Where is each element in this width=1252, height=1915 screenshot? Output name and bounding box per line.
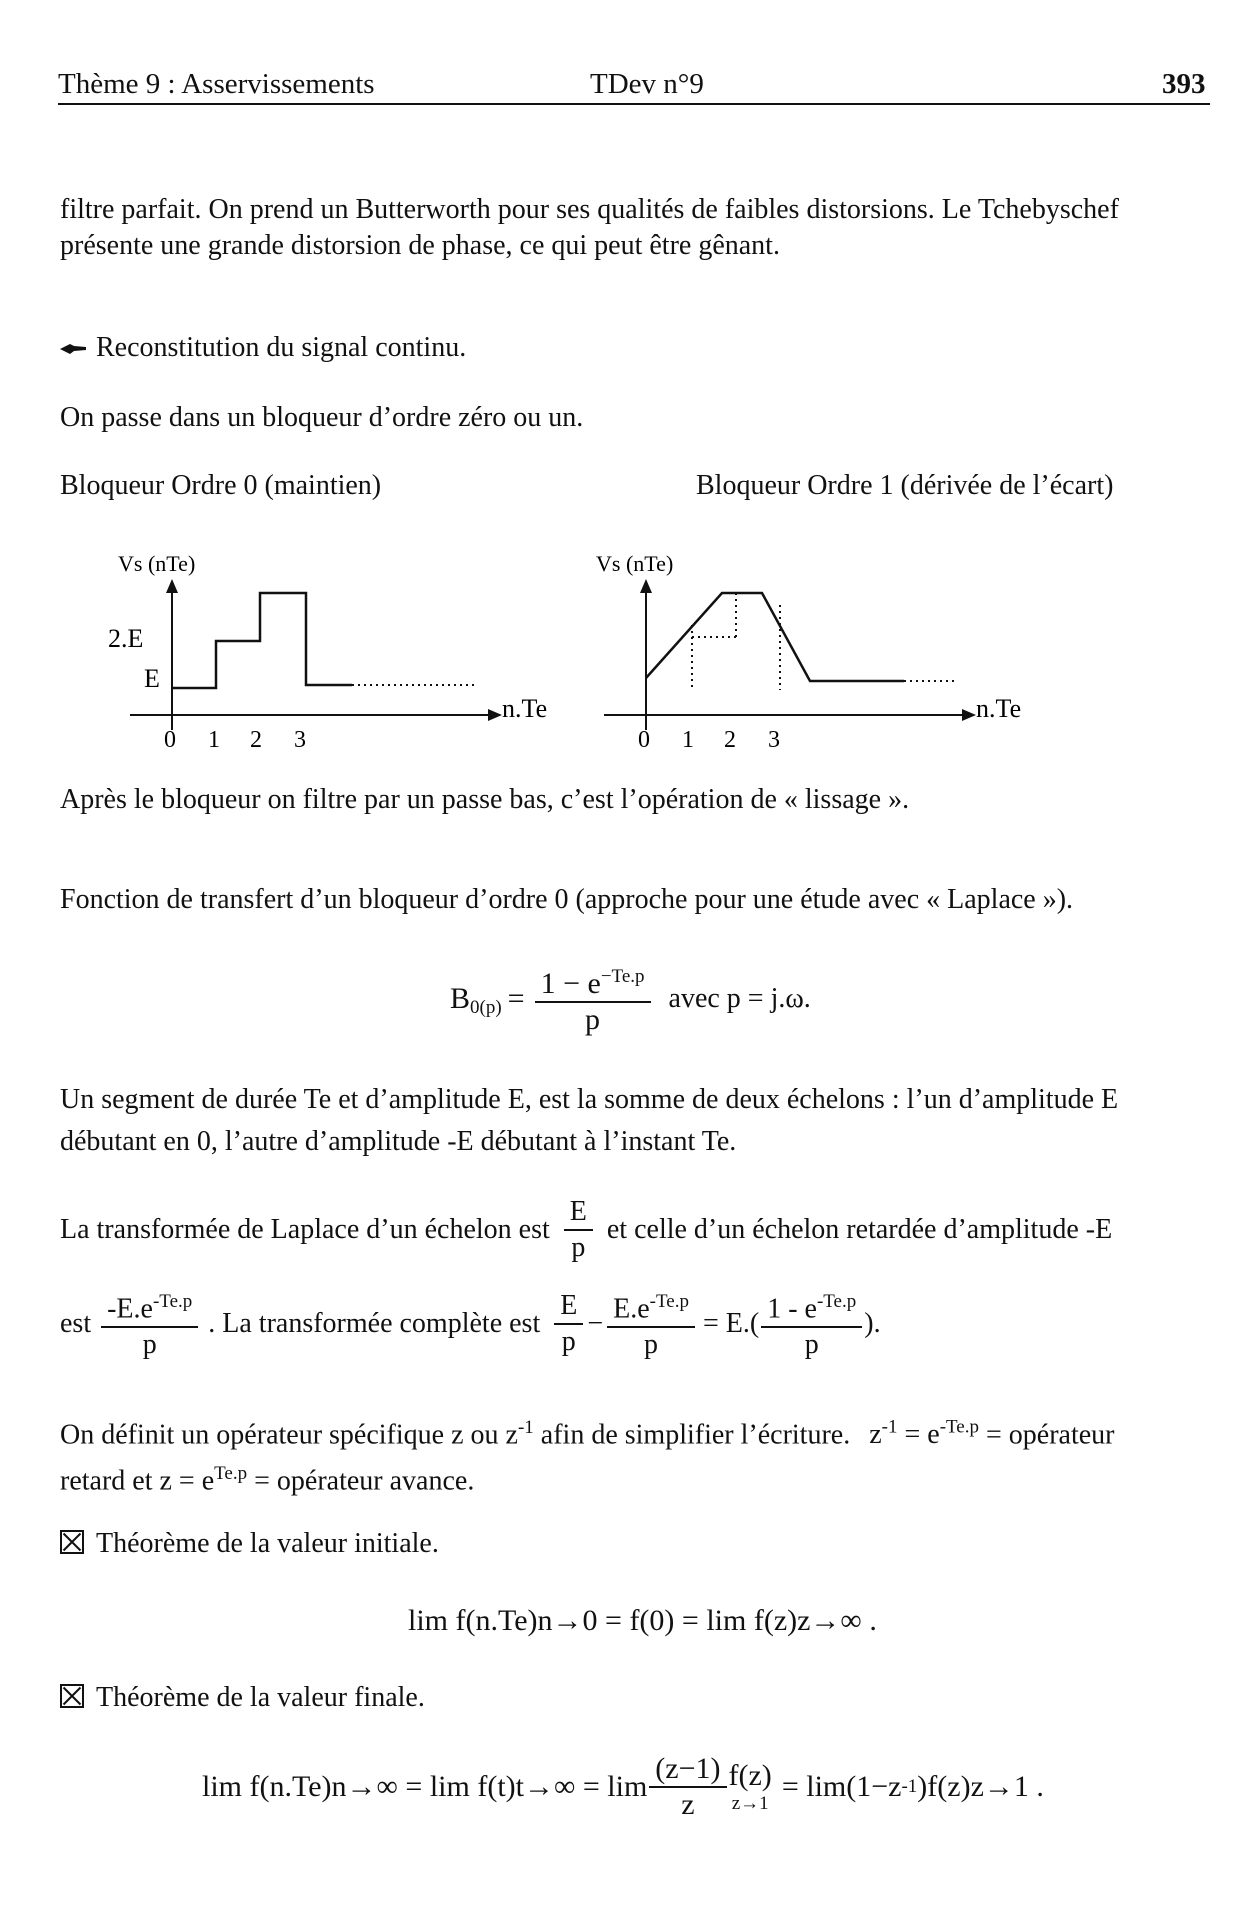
x-tick-1: 1 [682, 727, 694, 753]
x-tick-3: 3 [768, 727, 780, 753]
foh-diagram [584, 545, 1054, 755]
header-center: TDev n°9 [590, 68, 704, 100]
x-tick-2: 2 [250, 727, 262, 753]
operator-line-2: retard et $z = e^{Te.p}$ = opérateur avance. [60, 1463, 475, 1497]
frac-delayed-step: $\frac{-E.e^{-Te.p}}{p}$ [101, 1285, 198, 1362]
x-tick-0: 0 [638, 727, 650, 753]
zoh-diagram [100, 545, 570, 755]
frac-e-p: $\frac{E}{p}$ [554, 1289, 583, 1359]
intro-line-2: présente une grande distorsion de phase, ce qui peut être gênant. [60, 230, 780, 261]
x-tick-3: 3 [294, 727, 306, 753]
transfer-intro-text: Fonction de transfert d’un bloqueur d’ordre 0 (approche pour une étude avec « Laplace »). [60, 884, 1074, 915]
checkbox-icon [60, 1684, 84, 1708]
header-rule [58, 103, 1210, 105]
header-left: Thème 9 : Asservissements [58, 68, 375, 100]
y-tick-2e: 2.E [108, 624, 144, 653]
after-blocker-text: Après le bloqueur on filtre par un passe bas, c’est l’opération de « lissage ». [60, 784, 910, 815]
theorem-initial-formula: lim f(n.Te)n→0 = f(0) = lim f(z)z→∞ . [408, 1604, 877, 1637]
section-reconstitution-title: Reconstitution du signal continu. [60, 330, 466, 366]
segment-text-line-2: débutant en 0, l’autre d’amplitude -E débutant à l’instant Te. [60, 1126, 737, 1157]
laplace-line-1: La transformée de Laplace d’un échelon est $\frac{E}{p}$ et celle d’un échelon retardée d’amplitude -E [60, 1196, 1113, 1263]
operator-line-1: On définit un opérateur spécifique z ou $z^{-1}$ afin de simplifier l’écriture. $z^{-1} = e^{-Te.p}$ = opérateur [60, 1417, 1115, 1451]
frac-e-over-p: $\frac{E}{p}$ [564, 1195, 593, 1265]
page-number: 393 [1162, 68, 1206, 100]
x-axis-label: n.Te [976, 694, 1022, 723]
x-axis-arrow [488, 709, 502, 721]
x-tick-0: 0 [164, 727, 176, 753]
right-figure-title: Bloqueur Ordre 1 (dérivée de l’écart) [696, 470, 1114, 501]
pointing-hand-icon [60, 330, 86, 366]
x-axis-label: n.Te [502, 694, 548, 723]
reconstitution-text: On passe dans un bloqueur d’ordre zéro ou un. [60, 402, 584, 433]
theorem-final-title: Théorème de la valeur finale. [60, 1680, 425, 1716]
y-axis-label: Vs (nTe) [118, 551, 196, 576]
intro-line-1: filtre parfait. On prend un Butterworth pour ses qualités de faibles distorsions. Le Tchebyschef [60, 194, 1119, 225]
x-tick-1: 1 [208, 727, 220, 753]
formula-b0: B $_{0(p)}$ = $\frac{1 - e^{-Te.p}}{p}$ avec p = j.ω. [450, 960, 811, 1037]
frac-z-minus-1: $\frac{(z-1)}{z}$ [649, 1752, 726, 1822]
frac-complete: $\frac{1 - e^{-Te.p}}{p}$ [761, 1285, 862, 1362]
b0-fraction: $\frac{1 - e^{-Te.p}}{p}$ [535, 960, 651, 1037]
left-figure-title: Bloqueur Ordre 0 (maintien) [60, 470, 382, 501]
theorem-initial-title: Théorème de la valeur initiale. [60, 1526, 439, 1562]
foh-signal [646, 593, 904, 681]
segment-text-line-1: Un segment de durée Te et d’amplitude E, est la somme de deux échelons : l’un d’amplitude E [60, 1084, 1119, 1115]
y-axis-arrow [166, 579, 178, 593]
y-axis-label: Vs (nTe) [596, 551, 674, 576]
y-tick-e: E [144, 664, 160, 693]
zoh-signal [172, 593, 352, 688]
frac-e-exp: $\frac{E.e^{-Te.p}}{p}$ [607, 1285, 695, 1362]
y-axis-arrow [640, 579, 652, 593]
x-axis-arrow [962, 709, 976, 721]
laplace-line-2: est $\frac{-E.e^{-Te.p}}{p}$ . La transformée complète est $\frac{E}{p}$ − $\frac{E.e^{-Te.p}}{p}$ = E.( $\frac{1 - e^{-Te.p}}{p}$ ). [60, 1285, 881, 1362]
x-tick-2: 2 [724, 727, 736, 753]
theorem-final-formula: lim f(n.Te)n→∞ = lim f(t)t→∞ = lim $\frac{(z-1)}{z}$ f(z) z→1 = lim(1−z -1 )f(z)z→1 . [202, 1752, 1044, 1821]
checkbox-icon [60, 1530, 84, 1554]
